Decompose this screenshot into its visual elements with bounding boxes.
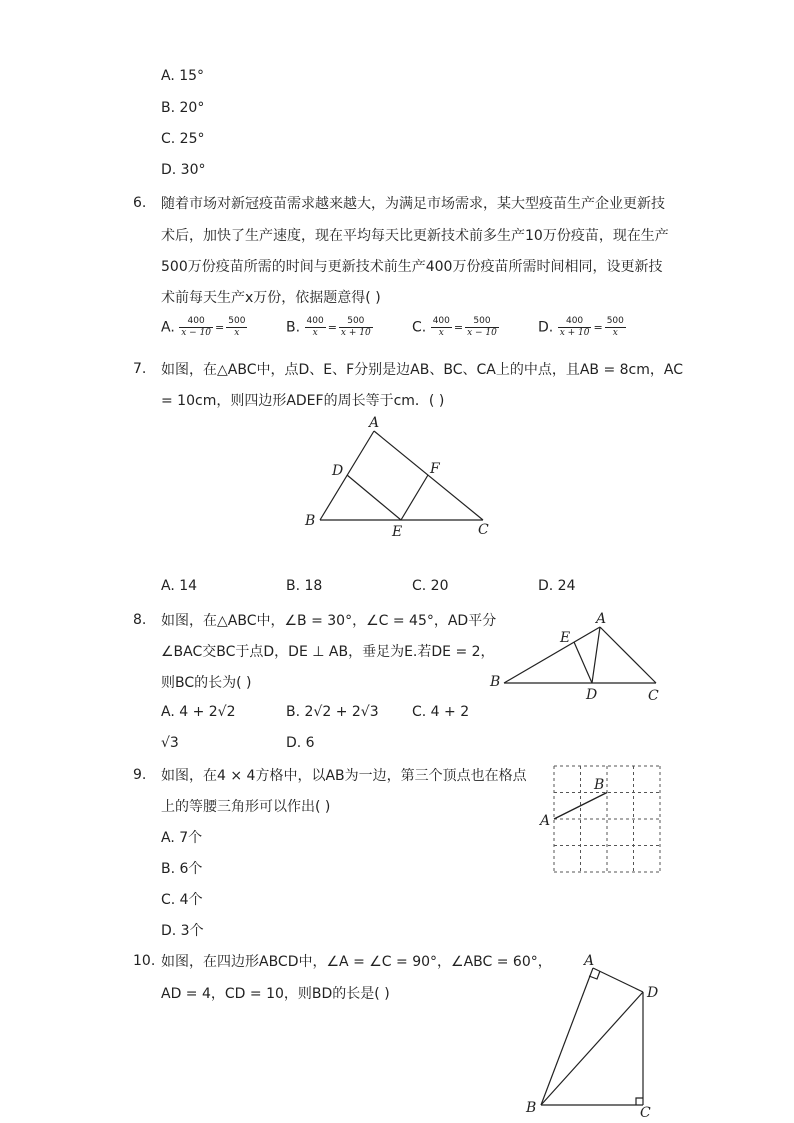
q7-line-1: 如图，在△ABC中，点D、E、F分别是边AB、BC、CA上的中点，且AB = 8cm，AC [161,362,683,378]
label-a: A [584,953,595,969]
q8-option-a: A. 4 + 2√2 [161,704,236,720]
q8-option-b: B. 2√2 + 2√3 [286,704,379,720]
q8-triangle-figure [486,608,666,704]
q9-number: 9. [133,767,147,783]
q5-option-d: D. 30° [161,162,206,178]
q6-option-b: B. $\frac{400}{x}$ = $\frac{500}{x + 10}$ [286,316,371,338]
q7-number: 7. [133,361,147,377]
label-b: B [594,777,605,793]
q6-number: 6. [133,195,147,211]
q9-line-2: 上的等腰三角形可以作出( ) [161,799,331,815]
label-c: C [648,688,659,704]
q5-option-c: C. 25° [161,131,205,147]
label-a: A [540,813,551,829]
label-a: A [596,611,607,627]
q10-quadrilateral-figure [520,948,670,1120]
q9-option-c: C. 4个 [161,892,203,908]
fraction: $\frac{400}{x}$ [306,316,324,338]
label-b: B [526,1100,537,1116]
q7-option-a: A. 14 [161,578,198,594]
q8-number: 8. [133,612,147,628]
label-e: E [560,630,571,646]
label-d: D [647,985,659,1001]
label-d: D [586,687,598,703]
q5-option-a: A. 15° [161,68,205,84]
label-e: E [392,524,403,540]
label-c: C [640,1105,651,1120]
fraction: $\frac{400}{x}$ [432,316,450,338]
q9-line-1: 如图，在4 × 4方格中，以AB为一边，第三个顶点也在格点 [161,768,527,784]
fraction: $\frac{400}{x + 10}$ [559,316,590,338]
q6-option-c: C. $\frac{400}{x}$ = $\frac{500}{x - 10}$ [412,316,497,338]
q8-line-3: 则BC的长为( ) [161,675,252,691]
q6-line-2: 术后，加快了生产速度，现在平均每天比更新技术前多生产10万份疫苗，现在生产 [161,228,669,244]
fraction: $\frac{500}{x}$ [606,316,624,338]
label-f: F [430,461,440,477]
q7-option-d: D. 24 [538,578,576,594]
label-b: B [305,513,316,529]
q6-line-3: 500万份疫苗所需的时间与更新技术前生产400万份疫苗所需时间相同，设更新技 [161,259,663,275]
q9-option-d: D. 3个 [161,923,204,939]
q6-line-4: 术前每天生产x万份，依据题意得( ) [161,290,381,306]
q8-option-c: C. 4 + 2 [412,704,470,720]
q6-option-d: D. $\frac{400}{x + 10}$ = $\frac{500}{x}$ [538,316,624,338]
label-c: C [478,522,489,538]
fraction: $\frac{400}{x - 10}$ [181,316,212,338]
q5-option-b: B. 20° [161,100,205,116]
fraction: $\frac{500}{x}$ [228,316,246,338]
label-a: A [369,415,380,431]
q7-line-2: = 10cm，则四边形ADEF的周长等于cm．( ) [161,393,445,409]
q8-line-1: 如图，在△ABC中，∠B = 30°，∠C = 45°，AD平分 [161,613,497,629]
q6-line-1: 随着市场对新冠疫苗需求越来越大，为满足市场需求，某大型疫苗生产企业更新技 [161,196,665,212]
q7-option-b: B. 18 [286,578,323,594]
q9-grid-figure [536,762,666,874]
q6-option-a: A. $\frac{400}{x - 10}$ = $\frac{500}{x}$ [161,316,246,338]
q9-option-a: A. 7个 [161,830,203,846]
q8-option-d: D. 6 [286,735,315,751]
q9-option-b: B. 6个 [161,861,203,877]
q8-line-2: ∠BAC交BC于点D，DE ⊥ AB，垂足为E.若DE = 2， [161,644,495,660]
label-b: B [490,674,501,690]
q10-number: 10. [133,953,156,969]
q8-option-c-continued: √3 [161,735,179,751]
fraction: $\frac{500}{x - 10}$ [467,316,497,338]
label-d: D [332,463,344,479]
fraction: $\frac{500}{x + 10}$ [340,316,371,338]
q7-triangle-figure [300,412,500,542]
q7-option-c: C. 20 [412,578,449,594]
q10-line-2: AD = 4，CD = 10，则BD的长是( ) [161,986,390,1002]
q10-line-1: 如图，在四边形ABCD中，∠A = ∠C = 90°，∠ABC = 60°， [161,954,552,970]
